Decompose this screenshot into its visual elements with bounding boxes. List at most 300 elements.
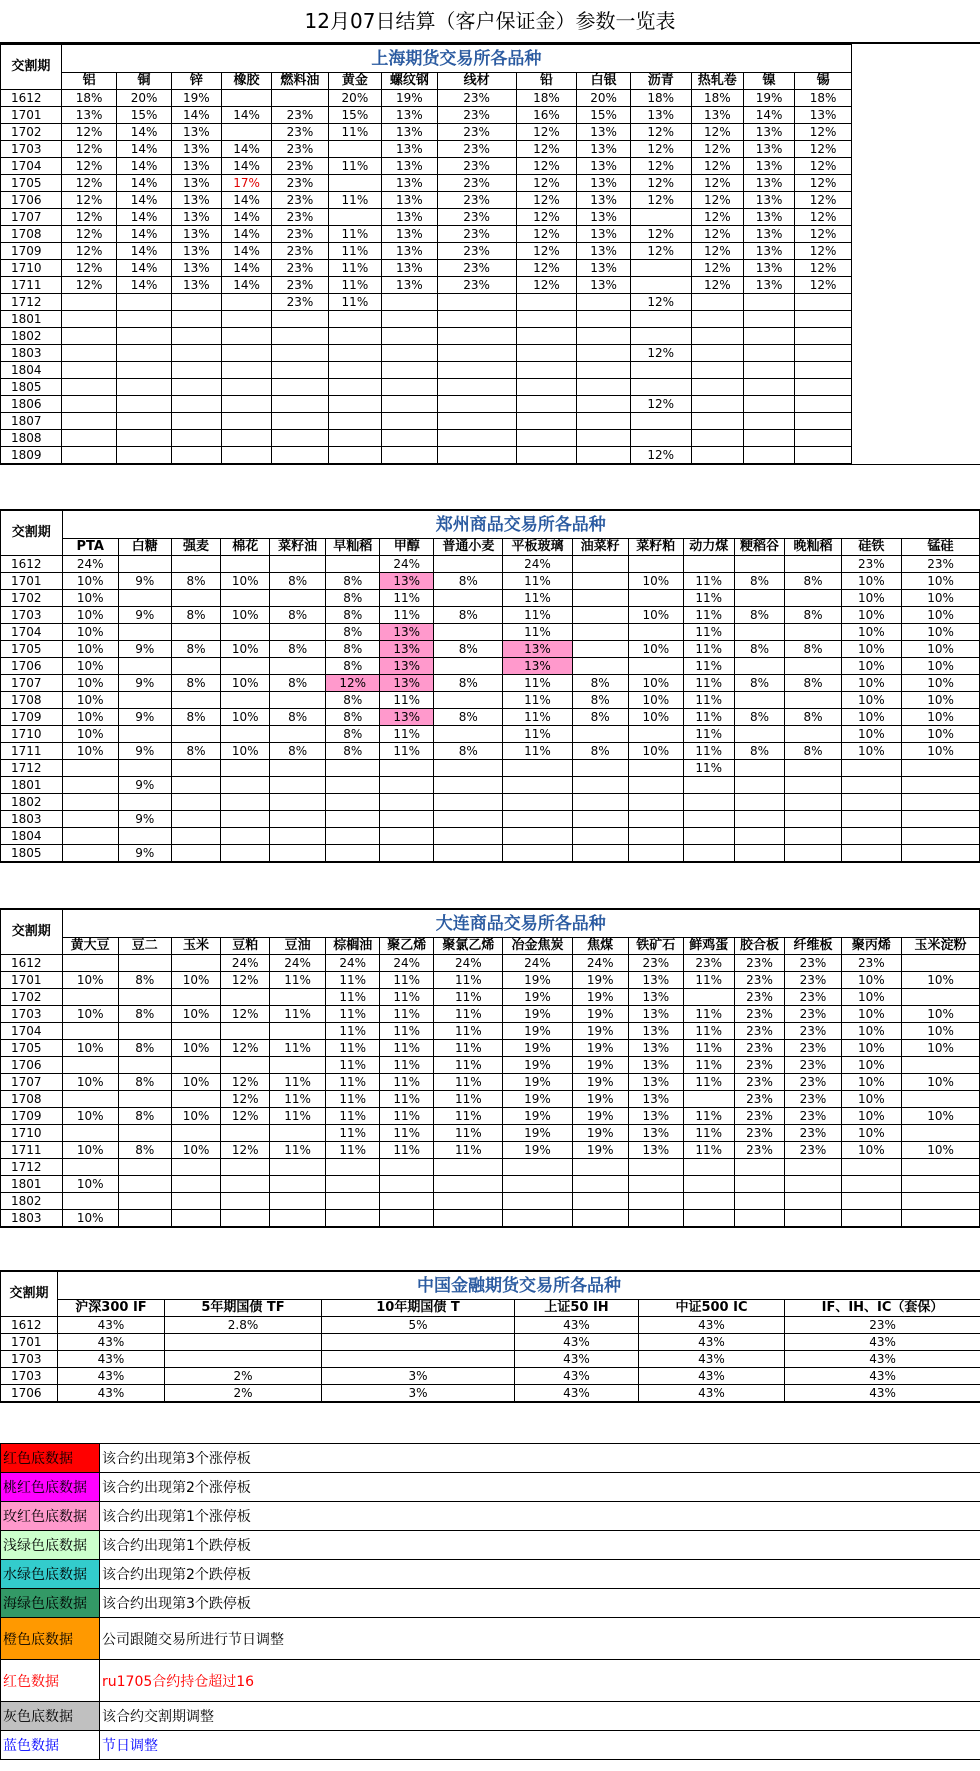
margin-cell: 43% xyxy=(58,1317,165,1334)
margin-cell: 23% xyxy=(785,1125,841,1142)
margin-cell: 9% xyxy=(118,573,171,590)
margin-cell: 10% xyxy=(902,1108,980,1125)
margin-cell: 23% xyxy=(272,175,329,192)
margin-cell xyxy=(62,1125,118,1142)
margin-cell: 10% xyxy=(62,573,118,590)
table-row xyxy=(1,1091,980,1108)
margin-cell xyxy=(171,845,221,862)
margin-cell xyxy=(272,311,329,328)
table-row xyxy=(1,328,852,345)
margin-cell: 19% xyxy=(572,1023,628,1040)
margin-cell: 10% xyxy=(628,709,683,726)
margin-cell xyxy=(628,760,683,777)
contract-month: 1612 xyxy=(1,955,63,972)
margin-cell: 13% xyxy=(382,192,438,209)
margin-cell: 14% xyxy=(117,192,171,209)
margin-cell xyxy=(572,1193,628,1210)
legend-description: 该合约出现第1个跌停板 xyxy=(100,1531,980,1560)
margin-cell: 19% xyxy=(503,1040,572,1057)
table-row xyxy=(1,1317,980,1334)
margin-cell: 19% xyxy=(382,90,438,107)
margin-cell: 23% xyxy=(272,294,329,311)
margin-cell xyxy=(683,1193,734,1210)
table-row xyxy=(1,726,980,743)
margin-cell xyxy=(434,1176,503,1193)
margin-cell: 11% xyxy=(683,658,734,675)
margin-cell: 10% xyxy=(841,972,902,989)
margin-cell: 14% xyxy=(117,226,171,243)
contract-month: 1801 xyxy=(1,311,62,328)
margin-cell xyxy=(326,794,380,811)
margin-cell: 8% xyxy=(734,675,785,692)
margin-cell: 8% xyxy=(326,641,380,658)
contract-month: 1802 xyxy=(1,328,62,345)
margin-cell: 23% xyxy=(437,277,516,294)
column-header: 白糖 xyxy=(118,539,171,556)
margin-cell xyxy=(734,828,785,845)
margin-cell xyxy=(743,379,794,396)
margin-cell: 10% xyxy=(221,573,270,590)
margin-cell: 10% xyxy=(628,573,683,590)
margin-cell xyxy=(516,396,577,413)
margin-cell xyxy=(221,311,271,328)
margin-cell: 16% xyxy=(516,107,577,124)
column-header: 甲醇 xyxy=(380,539,434,556)
margin-cell xyxy=(434,658,503,675)
margin-cell: 23% xyxy=(272,243,329,260)
column-header: 10年期国债 T xyxy=(322,1300,515,1317)
margin-cell xyxy=(272,90,329,107)
margin-cell: 23% xyxy=(437,90,516,107)
table-row xyxy=(1,607,980,624)
table-row xyxy=(1,345,852,362)
margin-cell xyxy=(221,328,271,345)
column-header: 线材 xyxy=(437,73,516,90)
margin-cell xyxy=(734,658,785,675)
margin-cell xyxy=(630,209,691,226)
margin-cell xyxy=(572,828,628,845)
margin-cell: 23% xyxy=(628,955,683,972)
margin-cell: 10% xyxy=(221,675,270,692)
column-header: 冶金焦炭 xyxy=(503,938,572,955)
margin-cell xyxy=(630,328,691,345)
margin-cell xyxy=(117,294,171,311)
margin-cell xyxy=(171,379,221,396)
margin-cell: 10% xyxy=(902,1040,980,1057)
cffex-section xyxy=(0,1270,980,1403)
margin-cell: 8% xyxy=(326,658,380,675)
margin-cell xyxy=(165,1351,322,1368)
contract-month: 1708 xyxy=(1,226,62,243)
margin-cell xyxy=(62,1057,118,1074)
margin-cell: 19% xyxy=(572,989,628,1006)
margin-cell xyxy=(902,955,980,972)
margin-cell: 23% xyxy=(437,209,516,226)
margin-cell: 10% xyxy=(841,1091,902,1108)
table-row xyxy=(1,1040,980,1057)
margin-cell xyxy=(171,1125,221,1142)
margin-cell: 8% xyxy=(785,743,841,760)
margin-cell xyxy=(516,311,577,328)
margin-cell: 13% xyxy=(171,124,221,141)
margin-cell xyxy=(270,1057,326,1074)
legend-description: 该合约出现第3个跌停板 xyxy=(100,1589,980,1618)
margin-cell: 43% xyxy=(515,1368,639,1385)
table-row xyxy=(1,107,852,124)
margin-cell: 23% xyxy=(785,1057,841,1074)
margin-cell: 12% xyxy=(516,209,577,226)
margin-cell xyxy=(683,1176,734,1193)
margin-cell xyxy=(572,1159,628,1176)
margin-cell: 9% xyxy=(118,641,171,658)
exchange-title: 中国金融期货交易所各品种 xyxy=(58,1272,980,1300)
margin-cell xyxy=(270,726,326,743)
exchange-title: 郑州商品交易所各品种 xyxy=(62,511,979,539)
margin-cell xyxy=(516,362,577,379)
margin-cell: 10% xyxy=(62,1108,118,1125)
margin-cell xyxy=(270,1125,326,1142)
margin-cell xyxy=(272,413,329,430)
table-row xyxy=(1,1351,980,1368)
column-header: 镍 xyxy=(743,73,794,90)
margin-cell: 13% xyxy=(577,226,630,243)
margin-cell xyxy=(691,345,743,362)
margin-cell: 23% xyxy=(841,955,902,972)
margin-cell xyxy=(171,1193,221,1210)
legend-description: 公司跟随交易所进行节日调整 xyxy=(100,1618,980,1660)
margin-cell: 10% xyxy=(902,1142,980,1159)
margin-cell xyxy=(165,1334,322,1351)
margin-cell xyxy=(630,430,691,447)
margin-cell: 8% xyxy=(434,675,503,692)
margin-cell: 10% xyxy=(841,1142,902,1159)
margin-cell: 12% xyxy=(691,124,743,141)
margin-cell: 10% xyxy=(171,1074,221,1091)
contract-month: 1708 xyxy=(1,692,63,709)
contract-month: 1801 xyxy=(1,1176,63,1193)
margin-cell xyxy=(118,1176,171,1193)
column-header: 平板玻璃 xyxy=(503,539,572,556)
column-header: 沥青 xyxy=(630,73,691,90)
table-row xyxy=(1,260,852,277)
margin-cell xyxy=(743,396,794,413)
margin-cell: 12% xyxy=(221,1142,270,1159)
table-row xyxy=(1,226,852,243)
margin-cell xyxy=(272,447,329,464)
margin-cell: 11% xyxy=(270,1006,326,1023)
margin-cell: 13% xyxy=(171,277,221,294)
margin-cell: 23% xyxy=(272,192,329,209)
margin-cell: 8% xyxy=(785,607,841,624)
table-row xyxy=(1,430,852,447)
margin-cell: 12% xyxy=(691,277,743,294)
margin-cell: 12% xyxy=(516,158,577,175)
margin-cell xyxy=(270,556,326,573)
margin-cell: 11% xyxy=(503,743,572,760)
margin-cell xyxy=(577,430,630,447)
margin-cell xyxy=(221,828,270,845)
contract-month: 1703 xyxy=(1,141,62,158)
table-row xyxy=(1,1176,980,1193)
margin-cell xyxy=(577,396,630,413)
legend-row xyxy=(1,1560,980,1589)
margin-cell: 12% xyxy=(630,243,691,260)
margin-cell: 14% xyxy=(117,124,171,141)
margin-cell: 43% xyxy=(639,1385,785,1402)
margin-cell: 13% xyxy=(577,260,630,277)
margin-cell xyxy=(841,777,902,794)
margin-cell xyxy=(628,1159,683,1176)
margin-cell xyxy=(902,760,980,777)
margin-cell xyxy=(785,1193,841,1210)
column-header: 油菜籽 xyxy=(572,539,628,556)
margin-cell xyxy=(691,311,743,328)
exchange-title: 大连商品交易所各品种 xyxy=(62,910,979,938)
margin-cell xyxy=(434,1159,503,1176)
margin-cell xyxy=(437,447,516,464)
margin-cell xyxy=(171,556,221,573)
margin-cell: 23% xyxy=(785,955,841,972)
margin-cell xyxy=(734,692,785,709)
margin-cell: 23% xyxy=(734,955,785,972)
margin-cell xyxy=(272,396,329,413)
table-row xyxy=(1,590,980,607)
margin-cell xyxy=(62,828,118,845)
margin-cell xyxy=(221,362,271,379)
margin-cell xyxy=(221,1176,270,1193)
column-header: 聚丙烯 xyxy=(841,938,902,955)
margin-cell xyxy=(380,760,434,777)
margin-cell xyxy=(171,294,221,311)
margin-cell xyxy=(437,413,516,430)
margin-cell: 11% xyxy=(434,1057,503,1074)
margin-cell: 11% xyxy=(380,1125,434,1142)
margin-cell: 11% xyxy=(503,675,572,692)
margin-cell: 19% xyxy=(503,1091,572,1108)
margin-cell xyxy=(743,362,794,379)
contract-month: 1712 xyxy=(1,1159,63,1176)
margin-cell xyxy=(841,1210,902,1227)
margin-cell: 8% xyxy=(326,692,380,709)
margin-cell xyxy=(221,556,270,573)
margin-cell xyxy=(902,811,980,828)
czce-table xyxy=(0,510,980,862)
margin-cell: 23% xyxy=(734,1074,785,1091)
margin-cell: 13% xyxy=(171,192,221,209)
column-header: 铜 xyxy=(117,73,171,90)
margin-cell xyxy=(516,328,577,345)
margin-cell: 10% xyxy=(171,1006,221,1023)
margin-cell: 13% xyxy=(691,107,743,124)
margin-cell xyxy=(841,794,902,811)
margin-cell xyxy=(270,845,326,862)
column-header: 普通小麦 xyxy=(434,539,503,556)
margin-cell: 18% xyxy=(516,90,577,107)
margin-cell: 11% xyxy=(326,972,380,989)
column-header: 沪深300 IF xyxy=(58,1300,165,1317)
margin-cell xyxy=(902,1193,980,1210)
shfe-section xyxy=(0,43,980,465)
margin-cell: 9% xyxy=(118,777,171,794)
legend-description: 该合约出现第1个涨停板 xyxy=(100,1502,980,1531)
margin-cell: 43% xyxy=(515,1351,639,1368)
margin-cell xyxy=(743,328,794,345)
delivery-period-header: 交割期 xyxy=(1,511,63,556)
legend-row xyxy=(1,1589,980,1618)
margin-cell: 11% xyxy=(503,573,572,590)
margin-cell xyxy=(691,379,743,396)
table-row xyxy=(1,1159,980,1176)
margin-cell xyxy=(326,760,380,777)
margin-cell xyxy=(503,811,572,828)
table-row xyxy=(1,158,852,175)
margin-cell: 13% xyxy=(380,675,434,692)
margin-cell: 23% xyxy=(272,107,329,124)
margin-cell: 13% xyxy=(171,243,221,260)
margin-cell xyxy=(902,989,980,1006)
margin-cell xyxy=(577,311,630,328)
margin-cell xyxy=(437,362,516,379)
column-header: 动力煤 xyxy=(683,539,734,556)
margin-cell xyxy=(434,726,503,743)
contract-month: 1703 xyxy=(1,1006,63,1023)
margin-cell xyxy=(118,1125,171,1142)
margin-cell xyxy=(902,1125,980,1142)
margin-cell: 20% xyxy=(577,90,630,107)
margin-cell: 13% xyxy=(380,624,434,641)
table-row xyxy=(1,760,980,777)
margin-cell xyxy=(734,777,785,794)
margin-cell: 10% xyxy=(841,1006,902,1023)
margin-cell xyxy=(328,430,381,447)
margin-cell: 10% xyxy=(62,743,118,760)
margin-cell: 24% xyxy=(62,556,118,573)
margin-cell: 8% xyxy=(270,573,326,590)
margin-cell: 8% xyxy=(326,624,380,641)
margin-cell xyxy=(795,311,852,328)
margin-cell: 43% xyxy=(639,1334,785,1351)
column-header: 菜籽粕 xyxy=(628,539,683,556)
table-row xyxy=(1,777,980,794)
margin-cell xyxy=(434,794,503,811)
margin-cell: 11% xyxy=(683,590,734,607)
margin-cell xyxy=(628,624,683,641)
table-row xyxy=(1,641,980,658)
margin-cell: 11% xyxy=(270,972,326,989)
margin-cell: 18% xyxy=(630,90,691,107)
margin-cell xyxy=(382,430,438,447)
margin-cell: 11% xyxy=(503,726,572,743)
margin-cell: 8% xyxy=(326,709,380,726)
margin-cell xyxy=(221,845,270,862)
margin-cell: 8% xyxy=(734,743,785,760)
margin-cell: 11% xyxy=(328,124,381,141)
margin-cell xyxy=(221,1125,270,1142)
margin-cell xyxy=(743,413,794,430)
margin-cell xyxy=(270,811,326,828)
margin-cell: 11% xyxy=(326,989,380,1006)
margin-cell xyxy=(734,1210,785,1227)
margin-cell xyxy=(171,362,221,379)
margin-cell xyxy=(683,794,734,811)
column-header: 棉花 xyxy=(221,539,270,556)
margin-cell xyxy=(221,447,271,464)
margin-cell xyxy=(628,1210,683,1227)
margin-cell xyxy=(516,294,577,311)
margin-cell: 8% xyxy=(118,1142,171,1159)
contract-month: 1707 xyxy=(1,675,63,692)
table-row xyxy=(1,556,980,573)
margin-cell: 11% xyxy=(683,1006,734,1023)
table-row xyxy=(1,955,980,972)
margin-cell xyxy=(630,362,691,379)
table-row xyxy=(1,1125,980,1142)
margin-cell: 12% xyxy=(795,175,852,192)
margin-cell xyxy=(785,658,841,675)
margin-cell: 9% xyxy=(118,709,171,726)
margin-cell xyxy=(743,430,794,447)
contract-month: 1710 xyxy=(1,260,62,277)
margin-cell: 11% xyxy=(683,573,734,590)
margin-cell xyxy=(171,1091,221,1108)
margin-cell: 11% xyxy=(683,641,734,658)
margin-cell xyxy=(118,760,171,777)
margin-cell xyxy=(795,345,852,362)
margin-cell: 19% xyxy=(503,989,572,1006)
margin-cell: 24% xyxy=(380,556,434,573)
margin-cell: 19% xyxy=(503,1142,572,1159)
margin-cell xyxy=(785,624,841,641)
margin-cell: 11% xyxy=(380,726,434,743)
margin-cell xyxy=(221,413,271,430)
margin-cell xyxy=(841,828,902,845)
margin-cell: 15% xyxy=(328,107,381,124)
margin-cell: 11% xyxy=(380,1091,434,1108)
margin-cell: 19% xyxy=(503,1125,572,1142)
contract-month: 1711 xyxy=(1,277,62,294)
margin-cell: 12% xyxy=(795,158,852,175)
margin-cell: 8% xyxy=(572,743,628,760)
margin-cell xyxy=(437,379,516,396)
margin-cell: 3% xyxy=(322,1368,515,1385)
margin-cell: 11% xyxy=(683,1125,734,1142)
margin-cell: 13% xyxy=(382,124,438,141)
margin-cell xyxy=(434,692,503,709)
margin-cell: 23% xyxy=(272,141,329,158)
margin-cell xyxy=(572,590,628,607)
margin-cell: 13% xyxy=(628,1040,683,1057)
column-header: 热轧卷 xyxy=(691,73,743,90)
margin-cell xyxy=(785,556,841,573)
margin-cell: 13% xyxy=(577,209,630,226)
table-row xyxy=(1,379,852,396)
margin-cell xyxy=(841,845,902,862)
contract-month: 1803 xyxy=(1,1210,63,1227)
margin-cell: 12% xyxy=(795,124,852,141)
margin-cell xyxy=(270,658,326,675)
margin-cell: 10% xyxy=(628,641,683,658)
margin-cell: 23% xyxy=(785,989,841,1006)
margin-cell xyxy=(785,794,841,811)
margin-cell xyxy=(434,845,503,862)
margin-cell: 8% xyxy=(434,641,503,658)
margin-cell: 11% xyxy=(503,692,572,709)
margin-cell: 23% xyxy=(437,107,516,124)
margin-cell: 12% xyxy=(61,124,117,141)
margin-cell: 11% xyxy=(326,1057,380,1074)
contract-month: 1711 xyxy=(1,743,63,760)
margin-cell: 23% xyxy=(902,556,980,573)
